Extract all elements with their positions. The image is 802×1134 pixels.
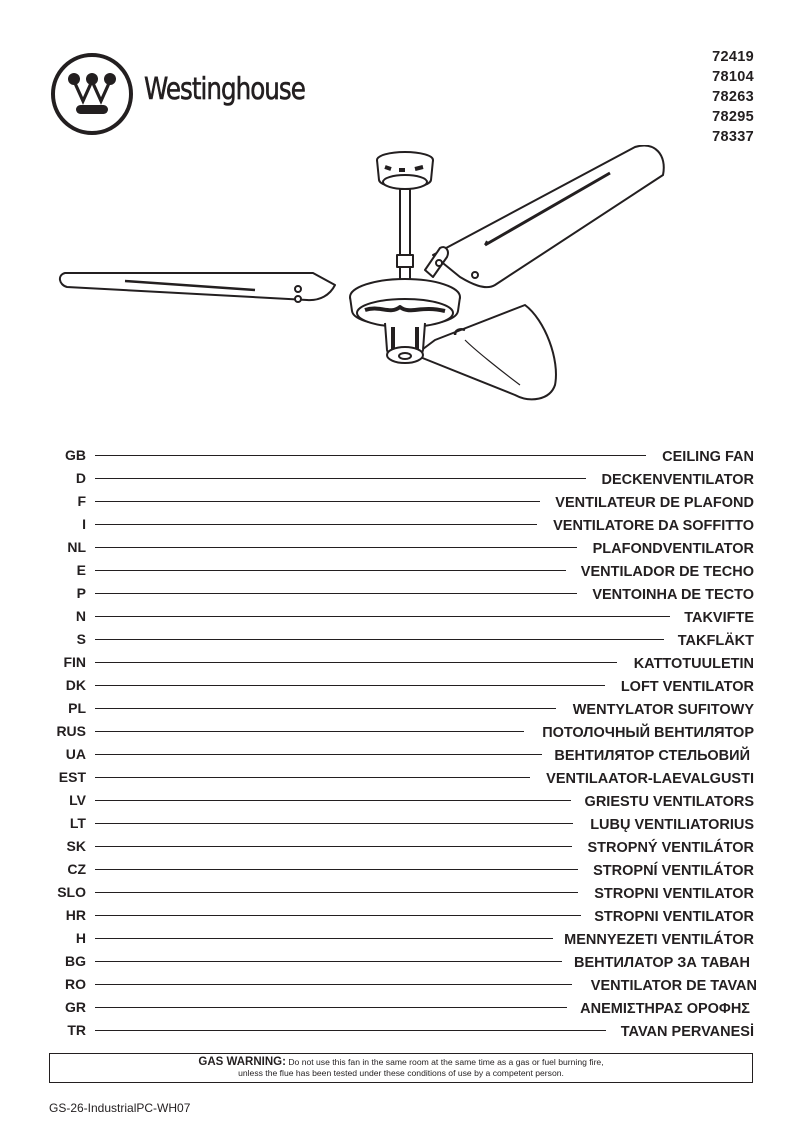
gas-warning-text: Do not use this fan in the same room at the same time as a gas or fuel burning fire, <box>285 1057 604 1067</box>
language-row-bg <box>0 952 802 975</box>
leader-line <box>95 524 537 525</box>
product-title: STROPNI VENTILATOR <box>594 886 754 902</box>
leader-line <box>95 639 664 640</box>
gas-warning-box <box>49 1053 753 1083</box>
product-title: ПОТОЛОЧНЫЙ ВЕНТИЛЯТОР <box>542 725 754 741</box>
language-row-gb <box>0 446 802 469</box>
leader-line <box>95 685 605 686</box>
language-row-n <box>0 607 802 630</box>
language-code: LT <box>69 815 86 831</box>
language-code: GB <box>65 447 86 463</box>
gas-warning-line-1 <box>50 1057 752 1068</box>
ceiling-fan-illustration <box>55 145 670 405</box>
product-title: STROPNI VENTILATOR <box>594 909 754 925</box>
model-number: 78263 <box>712 89 754 105</box>
product-title: DECKENVENTILATOR <box>601 472 754 488</box>
language-code: BG <box>65 953 86 969</box>
language-code: HR <box>65 907 86 923</box>
leader-line <box>95 708 556 709</box>
leader-line <box>95 478 586 479</box>
language-code: H <box>75 930 86 946</box>
language-row-pl <box>0 699 802 722</box>
product-title: VENTOINHA DE TECTO <box>592 587 754 603</box>
language-code: DK <box>65 677 86 693</box>
language-row-ro <box>0 975 802 998</box>
product-title: KATTOTUULETIN <box>633 656 754 672</box>
language-code: S <box>76 631 86 647</box>
language-code: D <box>75 470 86 486</box>
language-row-sk <box>0 837 802 860</box>
leader-line <box>95 800 571 801</box>
language-row-hr <box>0 906 802 929</box>
leader-line <box>95 570 566 571</box>
language-row-est <box>0 768 802 791</box>
product-title: LOFT VENTILATOR <box>620 679 754 695</box>
product-title: TAVAN PERVANESİ <box>620 1024 754 1040</box>
product-title: VENTILATORE DA SOFFITTO <box>553 518 754 534</box>
language-code: NL <box>67 539 86 555</box>
language-code: RO <box>65 976 86 992</box>
language-code: LV <box>69 792 86 808</box>
model-number: 78295 <box>712 109 754 125</box>
product-title: VENTILADOR DE TECHO <box>580 564 754 580</box>
westinghouse-logo-icon <box>50 52 134 136</box>
leader-line <box>95 984 572 985</box>
product-title: TAKFLÄKT <box>677 633 754 649</box>
product-title: LUBŲ VENTILIATORIUS <box>590 817 754 833</box>
language-row-rus <box>0 722 802 745</box>
leader-line <box>95 662 617 663</box>
language-code: EST <box>58 769 86 785</box>
language-row-lv <box>0 791 802 814</box>
leader-line <box>95 501 540 502</box>
language-code: PL <box>68 700 86 716</box>
language-row-fin <box>0 653 802 676</box>
product-title: VENTILAATOR-LAEVALGUSTI <box>546 771 754 787</box>
leader-line <box>95 547 577 548</box>
product-title: GRIESTU VENTILATORS <box>584 794 754 810</box>
language-code: CZ <box>67 861 86 877</box>
leader-line <box>95 846 572 847</box>
product-title: ВЕНТИЛАТОР ЗА ТАВАН <box>574 955 750 971</box>
language-code: N <box>75 608 86 624</box>
product-title: ВЕНТИЛЯТОР СТЕЛЬОВИЙ <box>554 748 750 764</box>
leader-line <box>95 593 577 594</box>
gas-warning-line-2: unless the flue has been tested under these conditions of use by a competent person. <box>238 1068 564 1078</box>
leader-line <box>95 938 553 939</box>
language-row-d <box>0 469 802 492</box>
leader-line <box>95 823 573 824</box>
leader-line <box>95 961 562 962</box>
language-row-h <box>0 929 802 952</box>
language-code: UA <box>65 746 86 762</box>
product-title: TAKVIFTE <box>684 610 754 626</box>
product-title: WENTYLATOR SUFITOWY <box>572 702 754 718</box>
language-code: P <box>76 585 86 601</box>
leader-line <box>95 892 578 893</box>
leader-line <box>95 915 581 916</box>
brand-name: Westinghouse <box>144 72 305 107</box>
document-code: GS-26-IndustrialPC-WH07 <box>49 1101 191 1115</box>
language-code: SLO <box>57 884 86 900</box>
language-code: E <box>76 562 86 578</box>
language-code: I <box>82 516 86 532</box>
leader-line <box>95 731 524 732</box>
language-code: F <box>77 493 86 509</box>
product-title: CEILING FAN <box>662 449 754 465</box>
language-row-p <box>0 584 802 607</box>
product-title: ΑΝΕΜΙΣΤΗΡΑΣ ΟΡΟΦΗΣ <box>580 1001 750 1017</box>
language-row-cz <box>0 860 802 883</box>
language-row-e <box>0 561 802 584</box>
language-row-i <box>0 515 802 538</box>
product-title: STROPNÝ VENTILÁTOR <box>587 840 754 856</box>
leader-line <box>95 1030 606 1031</box>
leader-line <box>95 455 646 456</box>
product-title: STROPNÍ VENTILÁTOR <box>593 863 754 879</box>
model-number: 78337 <box>712 129 754 145</box>
leader-line <box>95 616 670 617</box>
leader-line <box>95 777 530 778</box>
language-row-s <box>0 630 802 653</box>
gas-warning-label: GAS WARNING: <box>198 1056 286 1068</box>
language-row-gr <box>0 998 802 1021</box>
model-number-list <box>712 47 754 147</box>
language-row-lt <box>0 814 802 837</box>
language-code: TR <box>67 1022 86 1038</box>
language-code: GR <box>65 999 86 1015</box>
language-row-ua <box>0 745 802 768</box>
language-code: FIN <box>63 654 86 670</box>
language-row-tr <box>0 1021 802 1044</box>
leader-line <box>95 869 578 870</box>
product-title: VENTILATOR DE TAVAN <box>590 978 757 994</box>
model-number: 78104 <box>712 69 754 85</box>
leader-line <box>95 754 542 755</box>
language-row-nl <box>0 538 802 561</box>
language-row-f <box>0 492 802 515</box>
model-number: 72419 <box>712 49 754 65</box>
leader-line <box>95 1007 567 1008</box>
language-row-dk <box>0 676 802 699</box>
product-title: MENNYEZETI VENTILÁTOR <box>564 932 754 948</box>
language-code: RUS <box>56 723 86 739</box>
language-row-slo <box>0 883 802 906</box>
product-title: PLAFONDVENTILATOR <box>592 541 754 557</box>
product-title: VENTILATEUR DE PLAFOND <box>555 495 754 511</box>
language-code: SK <box>66 838 86 854</box>
